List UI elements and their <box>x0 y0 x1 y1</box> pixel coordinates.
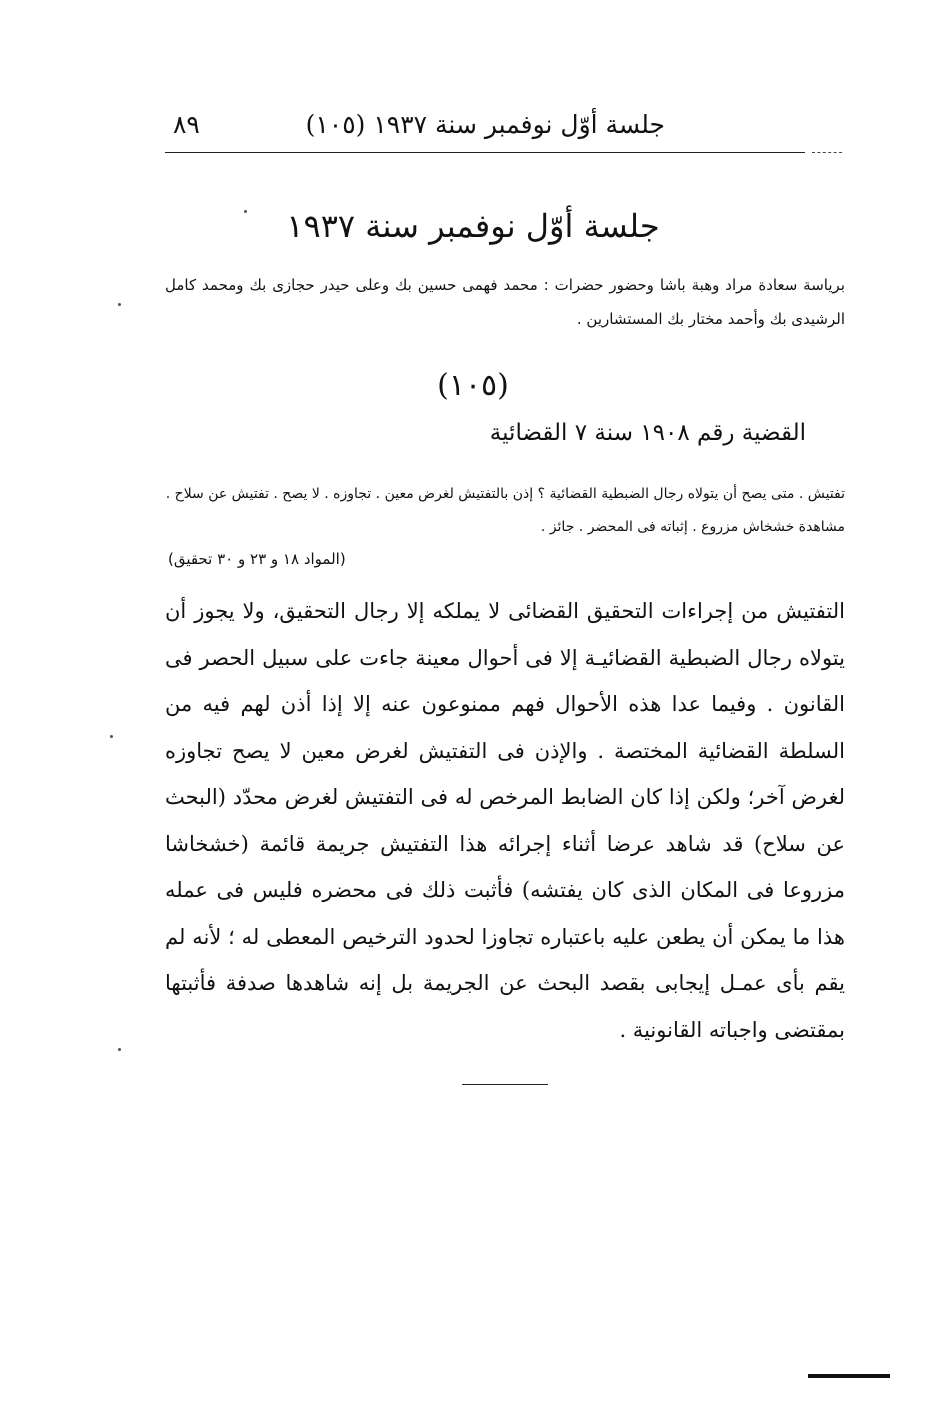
case-number: (١٠٥) <box>437 368 509 403</box>
scan-speck <box>110 735 113 738</box>
keywords-summary: تفتيش . متى يصح أن يتولاه رجال الضبطية القضائية ؟ إذن بالتفتيش لغرض معين . تجاوزه . لا يصح . تفتيش عن سلاح . مشاهدة خشخاش مزروع . إثباته فى المحضر . جائز . <box>165 486 845 535</box>
session-title: جلسة أوّل نوفمبر سنة ١٩٣٧ <box>286 207 660 245</box>
corner-rule <box>808 1374 890 1378</box>
header-rule-tail <box>812 152 842 153</box>
case-title: القضية رقم ١٩٠٨ سنة ٧ القضائية <box>489 420 806 446</box>
scan-speck <box>118 303 121 306</box>
scan-speck <box>118 1048 121 1051</box>
page-number: ٨٩ <box>173 110 200 139</box>
running-header-title: جلسة أوّل نوفمبر سنة ١٩٣٧ (١٠٥) <box>305 110 665 139</box>
ruling-paragraph: التفتيش من إجراءات التحقيق القضائى لا يملكه إلا رجال التحقيق، ولا يجوز أن يتولاه رجال الضبطية القضائيـة إلا فى أحوال معينة جاءت على سبيل الحصر فى القانون . وفيما عدا هذه الأحوال فهم ممنوعون عنه إلا إذا أذن لهم فيه من السلطة القضائية المختصة . والإذن فى التفتيش لغرض معين لا يصح تجاوزه لغرض آخر؛ ولكن إذا كان الضابط المرخص له فى التفتيش لغرض محدّد (البحث عن سلاح) قد شاهد عرضا أثناء إجرائه هذا التفتيش جريمة قائمة (خشخاشا مزروعا فى المكان الذى كان يفتشه) فأثبت ذلك فى محضره فليس فى عمله هذا ما يمكن أن يطعن عليه باعتباره تجاوزا لحدود الترخيص المعطى له ؛ لأنه لم يقم بأى عمـل إيجابى بقصد البحث عن الجريمة بل إنه شاهدها صدفة فأثبتها بمقتضى واجباته القانونية . <box>165 599 845 1042</box>
running-header <box>165 110 845 154</box>
end-rule <box>462 1084 548 1085</box>
scan-speck <box>244 210 247 213</box>
header-rule <box>165 152 805 153</box>
presidency-paragraph: برياسة سعادة مراد وهبة باشا وحضور حضرات : محمد فهمى حسين بك وعلى حيدر حجازى بك ومحمد كامل الرشيدى بك وأحمد مختار بك المستشارين . <box>165 276 845 328</box>
articles-reference: (المواد ١٨ و ٢٣ و ٣٠ تحقيق) <box>168 550 346 568</box>
